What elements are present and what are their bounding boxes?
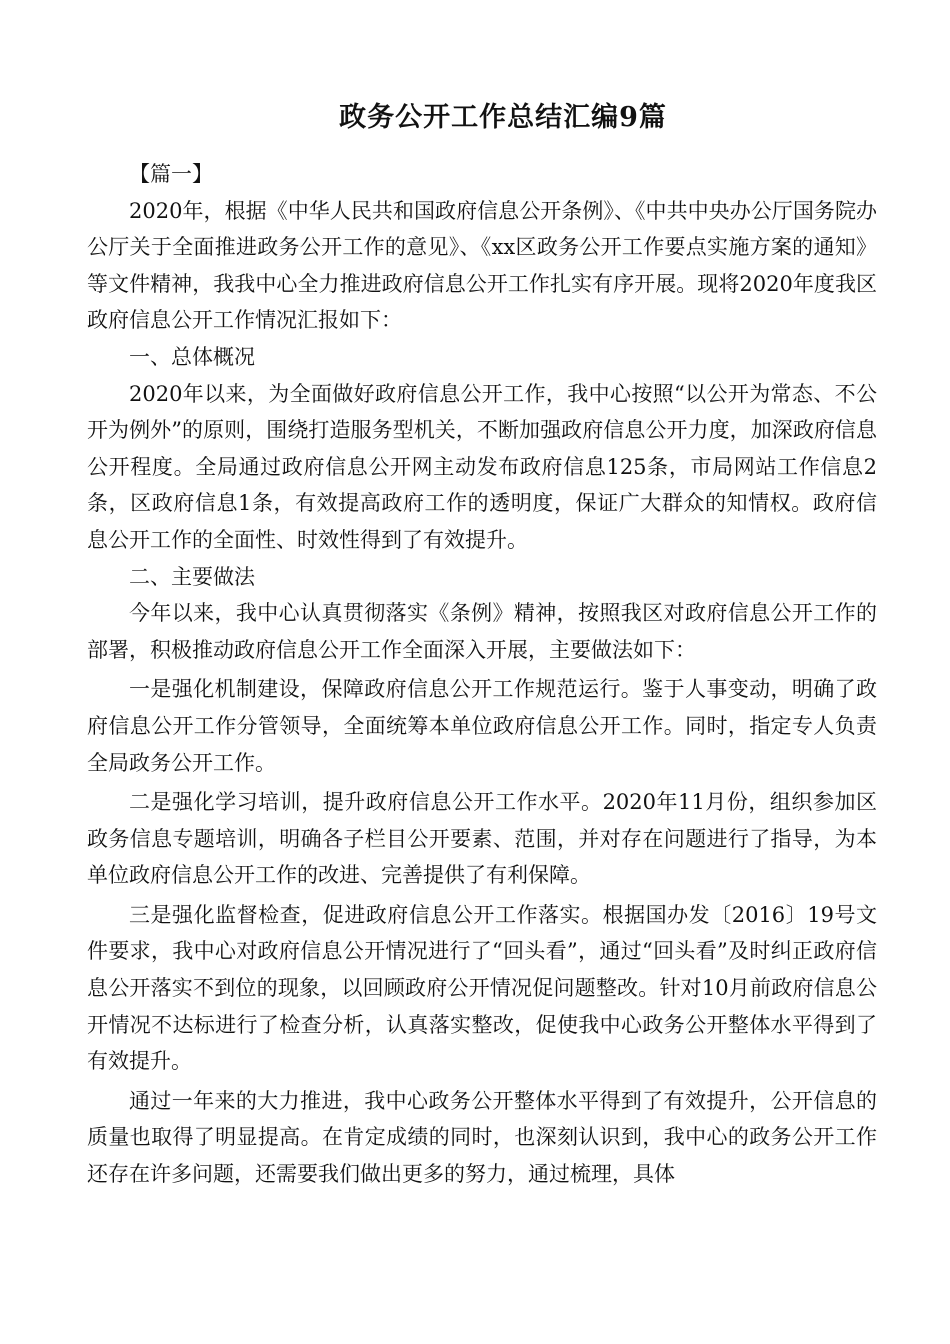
paragraph-practice-3: 三是强化监督检查，促进政府信息公开工作落实。根据国办发〔2016〕19号文件要求，我中心对政府信息公开情况进行了“回头看”，通过“回头看”及时纠正政府信息公开落实不到位的现象，以回顾政府公开情况促问题整改。针对10月前政府信息公开情况不达标进行了检查分析，认真落实整改，促使我中心政务公开整体水平得到了有效提升。 (87, 902, 877, 1074)
paragraph-summary: 通过一年来的大力推进，我中心政务公开整体水平得到了有效提升，公开信息的质量也取得了明显提高。在肯定成绩的同时，也深刻认识到，我中心的政务公开工作还存在许多问题，还需要我们做出更多的努力，通过梳理，具体 (87, 1088, 877, 1187)
paragraph-practice-1: 一是强化机制建设，保障政府信息公开工作规范运行。鉴于人事变动，明确了政府信息公开工作分管领导，全面统筹本单位政府信息公开工作。同时，指定专人负责全局政务公开工作。 (87, 677, 877, 775)
paragraph-practices-intro: 今年以来，我中心认真贯彻落实《条例》精神，按照我区对政府信息公开工作的部署，积极推动政府信息公开工作全面深入开展，主要做法如下： (87, 601, 877, 662)
document-title: 政务公开工作总结汇编9篇 (339, 102, 667, 133)
heading-overview: 一、总体概况 (129, 344, 255, 369)
section-label: 【篇一】 (129, 162, 213, 186)
paragraph-practice-2: 二是强化学习培训，提升政府信息公开工作水平。2020年11月份，组织参加区政务信息专题培训，明确各子栏目公开要素、范围，并对存在问题进行了指导，为本单位政府信息公开工作的改进、完善提供了有利保障。 (87, 790, 877, 888)
heading-main-practices: 二、主要做法 (129, 564, 255, 589)
document-body (87, 156, 877, 1193)
paragraph-overview: 2020年以来，为全面做好政府信息公开工作，我中心按照“以公开为常态、不公开为例外”的原则，围绕打造服务型机关，不断加强政府信息公开力度，加深政府信息公开程度。全局通过政府信息公开网主动发布政府信息125条，市局网站工作信息2条，区政府信息1条，有效提高政府工作的透明度，保证广大群众的知情权。政府信息公开工作的全面性、时效性得到了有效提升。 (87, 381, 877, 552)
paragraph-intro: 2020年，根据《中华人民共和国政府信息公开条例》、《中共中央办公厅国务院办公厅关于全面推进政务公开工作的意见》、《xx区政务公开工作要点实施方案的通知》等文件精神，我我中心全力推进政府信息公开工作扎实有序开展。现将2020年度我区政府信息公开工作情况汇报如下： (87, 198, 877, 333)
